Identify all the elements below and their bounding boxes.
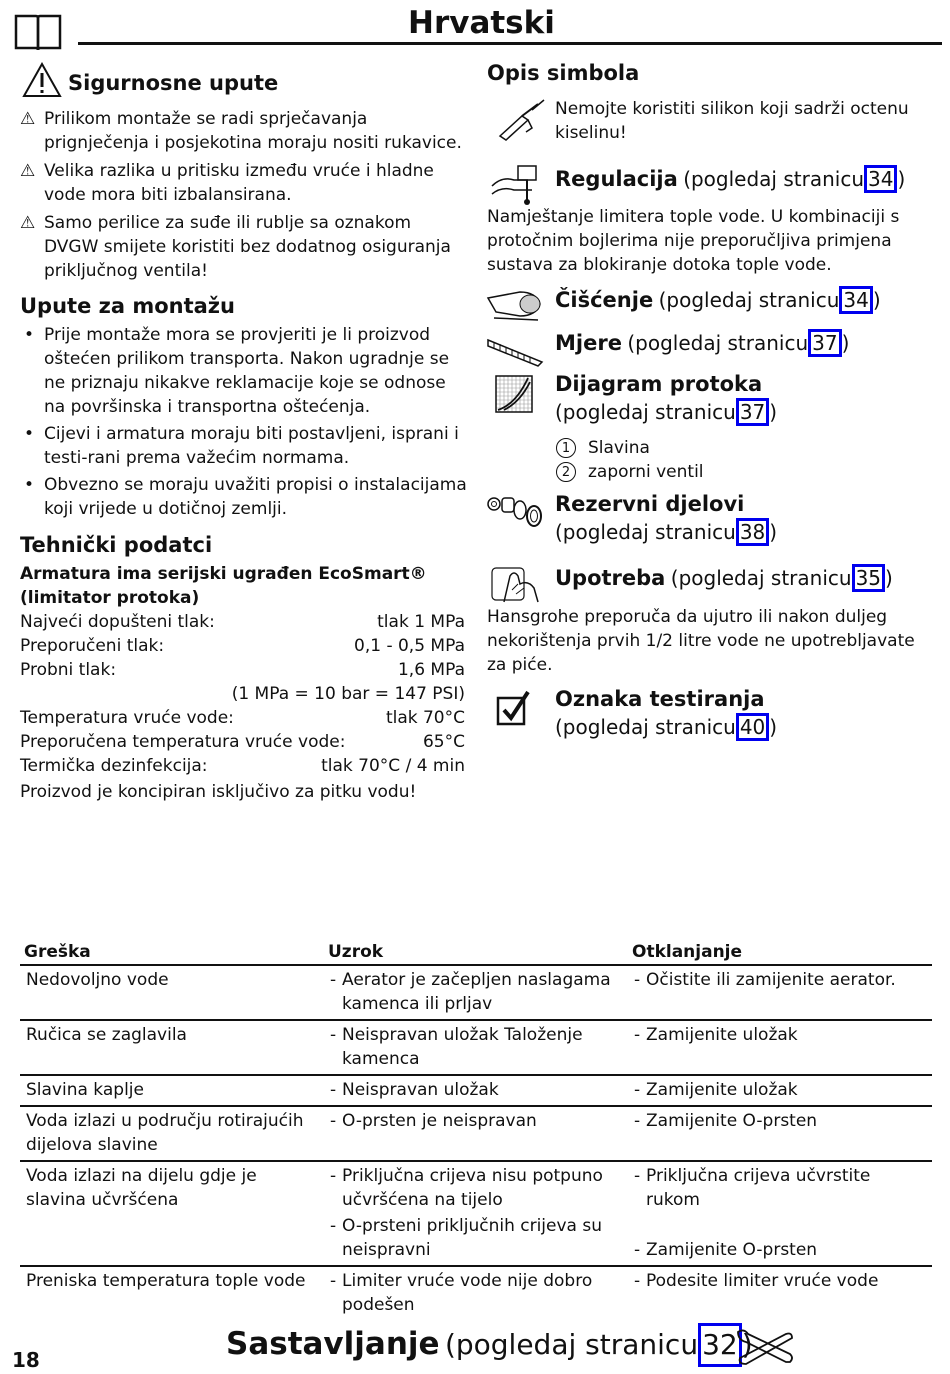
page-link[interactable]: 32 (698, 1323, 742, 1367)
flow-diagram-icon (494, 374, 534, 414)
flow-legend (556, 436, 704, 484)
regulation-icon (488, 164, 544, 206)
list-item: • Cijevi i armatura moraju biti postavljeni, isprani i testi-rani prema važećim normama. (24, 424, 459, 468)
table-row: Voda izlazi u području rotirajućih dijelova slavine - O-prsten je neispravan - Zamijenite O-prsten (20, 1106, 932, 1161)
book-icon (14, 12, 62, 52)
page-link[interactable]: 37 (736, 398, 769, 426)
warning-icon: ⚠ (20, 213, 36, 233)
regulation-text: Namještanje limitera tople vode. U kombinaciji s protočnim bojlerima nije preporučljiva primjena sustava za blokiranje dotoka tople vode. (487, 207, 900, 275)
list-item: • Obvezno se moraju uvažiti propisi o instalacijama koji vrijede u dotičnoj zemlji. (24, 475, 467, 519)
page-number: 18 (12, 1348, 40, 1372)
spec-row: (1 MPa = 10 bar = 147 PSI) (231, 684, 465, 704)
ruler-icon (486, 332, 544, 368)
spec-row: Termička dezinfekcija: tlak 70°C / 4 min (20, 756, 465, 776)
spec-row: Najveći dopušteni tlak: tlak 1 MPa (20, 612, 465, 632)
list-item: • Prije montaže mora se provjeriti je li proizvod oštećen prilikom transporta. Nakon ugradnje se ne priznaju nikakve reklamacije koje se odnose na površinska i transportna oštećenja. (24, 325, 450, 417)
table-row: Ručica se zaglavila - Neispravan uložak Taloženje kamenca - Zamijenite uložak (20, 1020, 932, 1075)
spare-row: Rezervni djelovi (pogledaj stranicu 38 ) (555, 492, 778, 544)
page-link[interactable]: 38 (736, 518, 769, 546)
table-row: Slavina kaplje - Neispravan uložak - Zamijenite uložak (20, 1075, 932, 1106)
usage-row: Upotreba (pogledaj stranicu 35 ) (555, 566, 893, 590)
spec-row: Preporučena temperatura vruće vode: 65°C (20, 732, 465, 752)
safety-heading: Sigurnosne upute (68, 71, 279, 95)
test-row: Oznaka testiranja (pogledaj stranicu 40 ) (555, 687, 778, 739)
regulation-row: Regulacija (pogledaj stranicu 34 ) (555, 167, 906, 191)
warning-icon: ⚠ (20, 109, 36, 129)
column-header: Greška (20, 940, 324, 965)
table-row: Nedovoljno vode - Aerator je začepljen naslagama kamenca ili prljav - Očistite ili zamijenite aerator. (20, 965, 932, 1020)
checkbox-icon (496, 690, 530, 726)
warning-icon: ⚠ (20, 161, 36, 181)
page-link[interactable]: 37 (808, 329, 841, 357)
safety-item: ⚠ Samo perilice za suđe ili rublje sa oznakom DVGW smijete koristiti bez dodatnog osiguranja priključnog ventila! (20, 213, 451, 281)
safety-item: ⚠ Velika razlika u pritisku između vruće i hladne vode mora biti izbalansirana. (20, 161, 434, 205)
page-link[interactable]: 35 (852, 564, 885, 592)
spec-table (20, 610, 465, 804)
technical-heading: Tehnički podatci (20, 533, 213, 557)
spec-row: Preporučeni tlak: 0,1 - 0,5 MPa (20, 636, 465, 656)
mounting-list (20, 320, 470, 521)
header-rule (78, 42, 942, 45)
mounting-heading: Upute za montažu (20, 294, 235, 318)
cleaning-row: Čišćenje (pogledaj stranicu 34 ) (555, 288, 881, 312)
table-row: Preniska temperatura tople vode - Limiter vruće vode nije dobro podešen - Podesite limiter vruće vode (26, 1271, 879, 1315)
dimensions-row: Mjere (pogledaj stranicu 37 ) (555, 331, 850, 355)
page-link[interactable]: 40 (736, 713, 769, 741)
troubleshooting-table (20, 940, 932, 1320)
page-link[interactable]: 34 (864, 165, 897, 193)
technical-subheading: Armatura ima serijski ugrađen EcoSmart® (20, 564, 427, 584)
tools-icon (734, 1326, 796, 1366)
safety-list (20, 107, 470, 283)
cleaning-icon (486, 284, 544, 324)
page-title: Hrvatski (408, 5, 555, 41)
column-header: Uzrok (324, 940, 628, 965)
spare-parts-icon (486, 494, 544, 530)
spec-row: Probni tlak: 1,6 MPa (20, 660, 465, 680)
spec-row: Temperatura vruće vode: tlak 70°C (20, 708, 465, 728)
list-item: 1 Slavina (556, 436, 704, 460)
assembly-row: Sastavljanje (pogledaj stranicu 32 ) (226, 1322, 753, 1371)
table-row: Voda izlazi na dijelu gdje je slavina učvršćena - Priključna crijeva nisu potpuno učvršćena na tijelo - O-prsteni priključnih crijeva su neispravni - Priključna crijeva učvrstite rukom - Zamijenite O-prsten (20, 1161, 932, 1266)
usage-text: Hansgrohe preporuča da ujutro ili nakon duljeg nekorištenja prvih 1/2 litre vode ne upotrebljavate za piće. (487, 607, 915, 675)
technical-note: Proizvod je koncipiran isključivo za pitku vodu! (20, 782, 417, 802)
table-header (20, 940, 932, 965)
technical-subheading: (limitator protoka) (20, 588, 200, 608)
hand-tap-icon (490, 562, 542, 604)
page-link[interactable]: 34 (839, 286, 872, 314)
warning-icon (22, 62, 62, 98)
flow-row: Dijagram protoka (pogledaj stranicu 37 ) (555, 372, 778, 424)
silicone-text: Nemojte koristiti silikon koji sadrži octenu kiselinu! (555, 99, 909, 143)
symbols-heading: Opis simbola (487, 61, 640, 85)
silicone-gun-icon (492, 98, 546, 142)
column-header: Otklanjanje (628, 940, 932, 965)
list-item: 2 zaporni ventil (556, 460, 704, 484)
safety-item: ⚠ Prilikom montaže se radi sprječavanja prignječenja i posjekotina moraju nositi rukavice. (20, 109, 462, 153)
